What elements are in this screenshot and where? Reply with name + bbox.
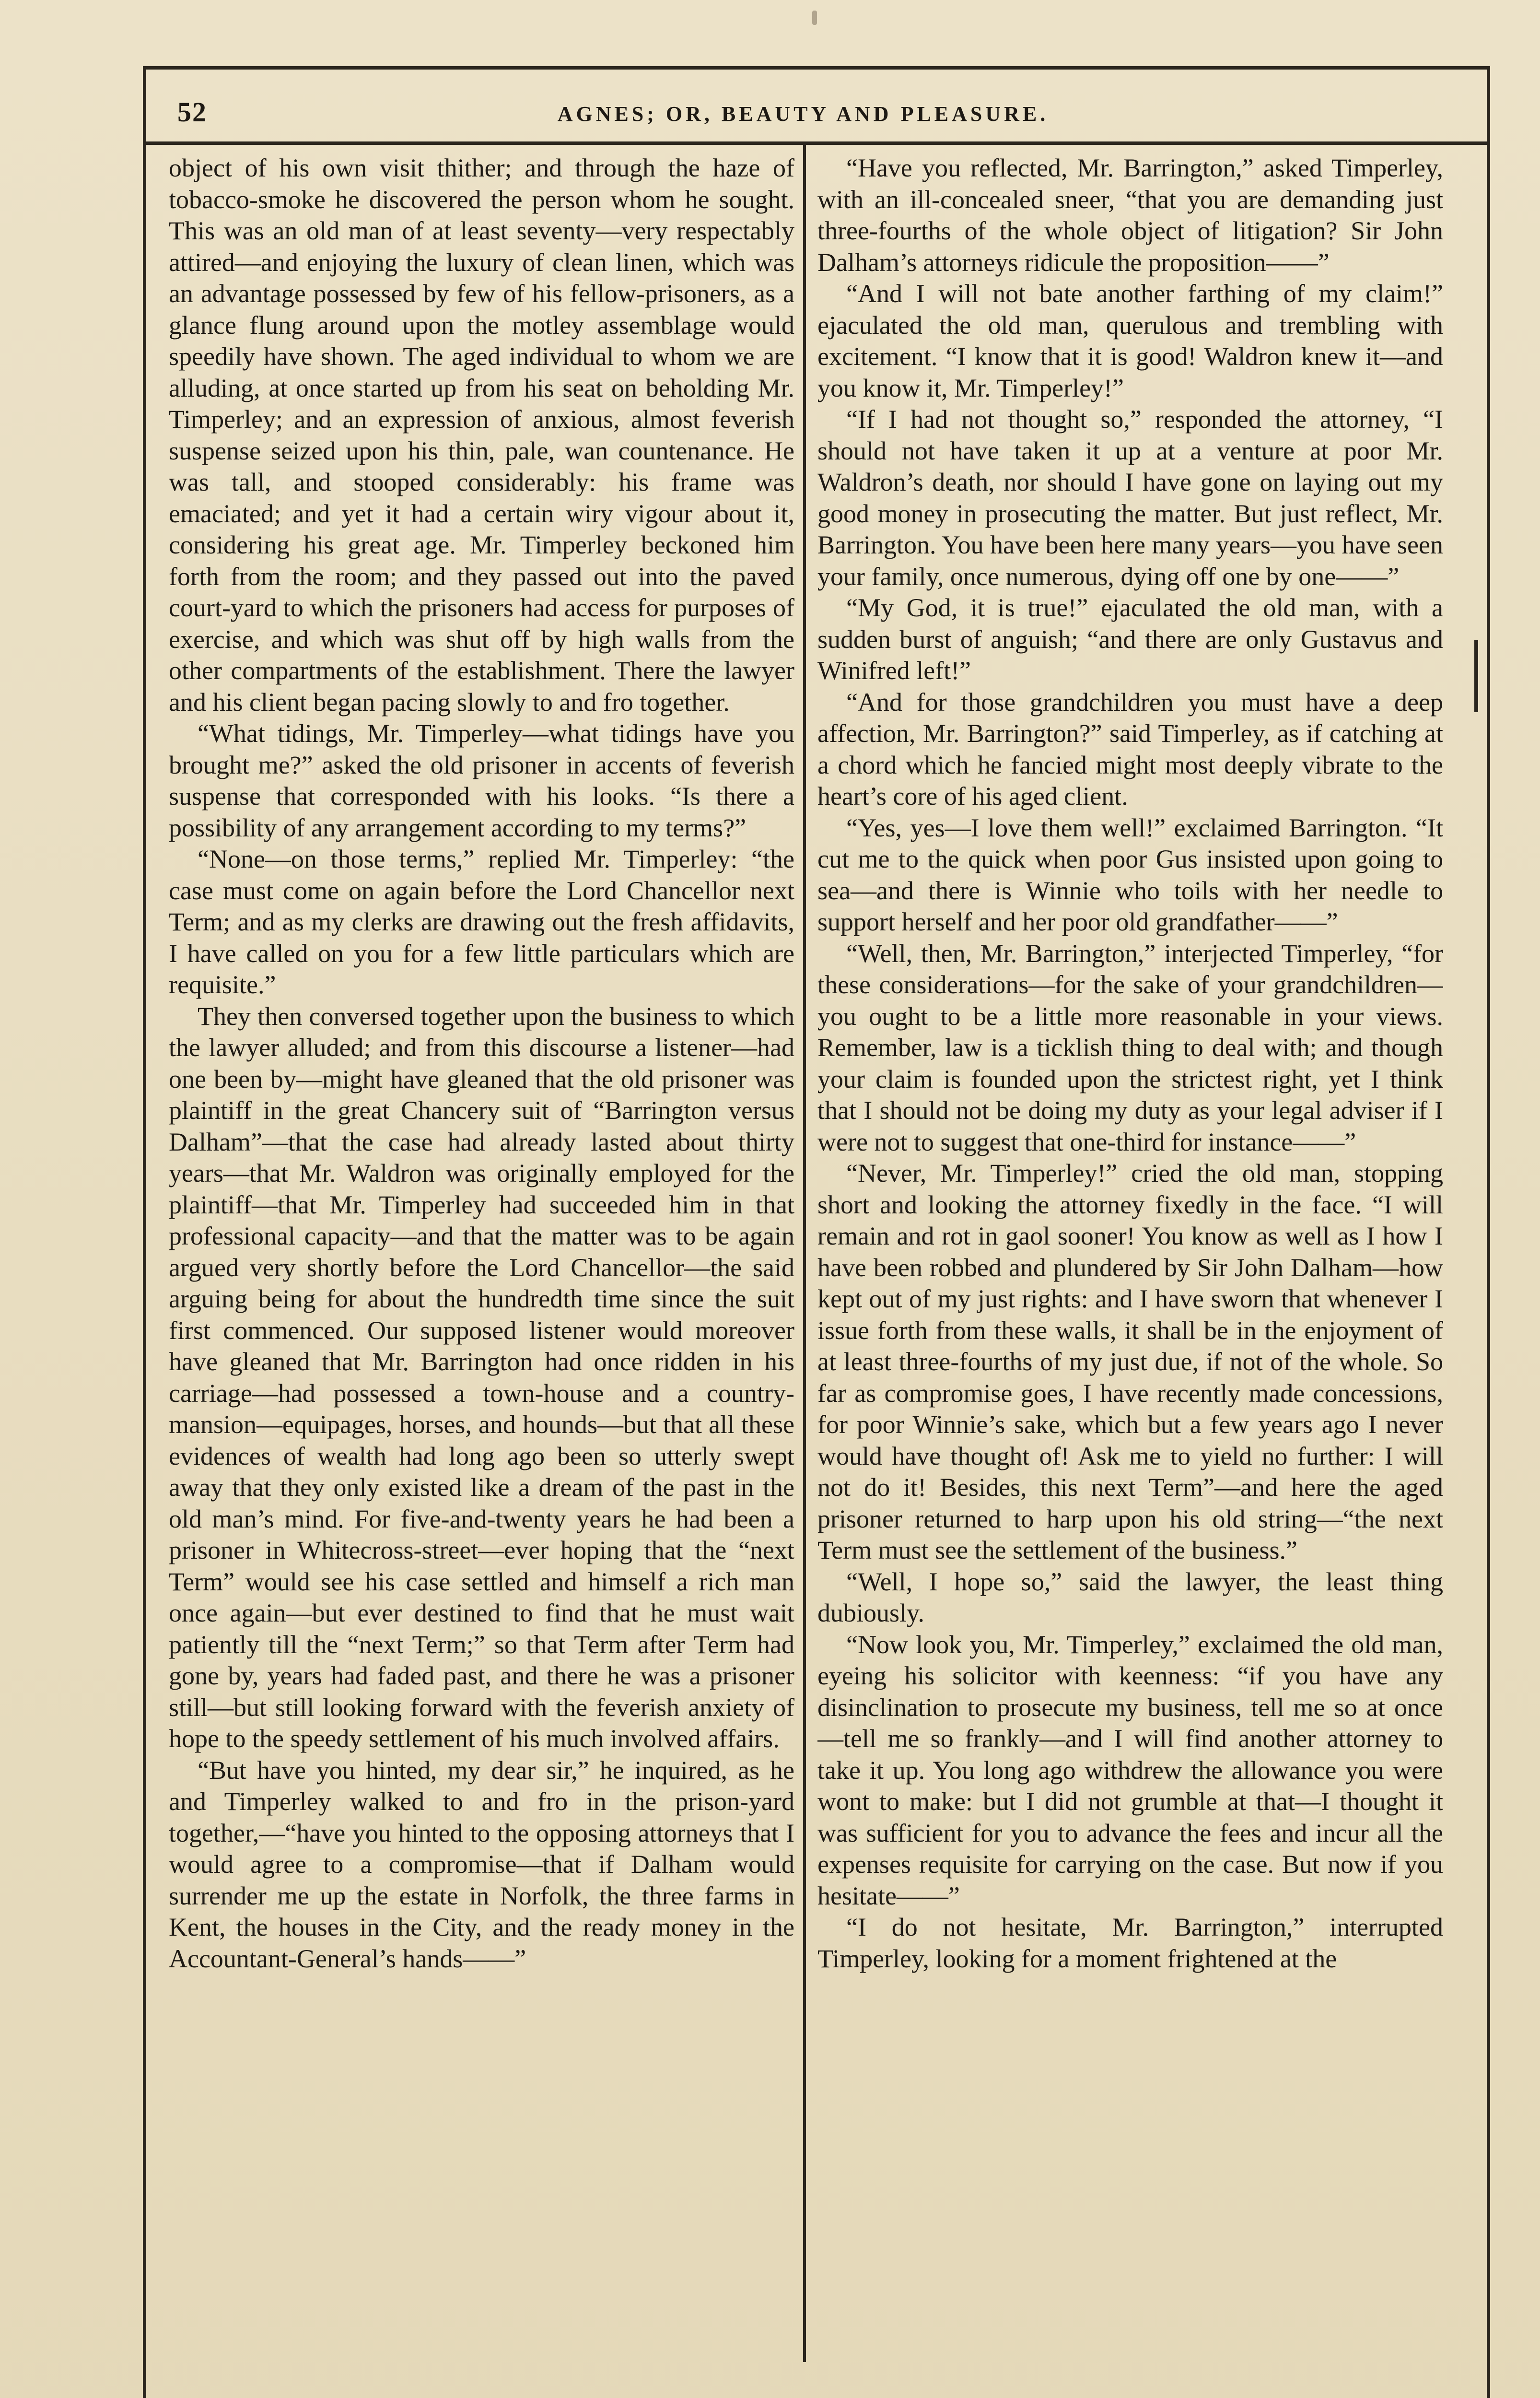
paragraph: “But have you hinted, my dear sir,” he inquired, as he and Timperley walked to and fro in the prison-yard together,—“have you hinted to the opposing attorneys that I would agree to a compromise—that if Dalham would surrender me up the estate in Norfolk, the three farms in Kent, the houses in the City, and the ready money in the Accountant-General’s hands——” [169,1755,794,1973]
right-column [817,153,1443,2373]
paragraph: “Have you reflected, Mr. Barrington,” asked Timperley, with an ill-concealed sneer, “that you are demanding just three-fourths of the whole object of litigation? Sir John Dalham’s attorneys ridicule the proposition——” [817,153,1443,277]
paragraph: “Yes, yes—I love them well!” exclaimed Barrington. “It cut me to the quick when poor Gus insisted upon going to sea—and there is Winnie who toils with her needle to support herself and her poor old grandfather——” [817,813,1443,936]
paragraph: “And for those grandchildren you must have a deep affection, Mr. Barrington?” said Timperley, as if catching at a chord which he fancied might most deeply vibrate to the heart’s core of his aged client. [817,687,1443,811]
paragraph: “Well, I hope so,” said the lawyer, the least thing dubiously. [817,1567,1443,1627]
header-rule [143,141,1490,145]
paragraph: They then conversed together upon the business to which the lawyer alluded; and from this discourse a listener—had one been by—might have gleaned that the old prisoner was plaintiff in the great Chancery suit of “Barrington versus Dalham”—that the case had already lasted about thirty years—that Mr. Waldron was originally employed for the plaintiff—that Mr. Timperley had succeeded him in that professional capacity—and that the matter was to be again argued very shortly before the Lord Chancellor—the said arguing being for about the hundredth time since the suit first commenced. Our supposed listener would moreover have gleaned that Mr. Barrington had once ridden in his carriage—had possessed a town-house and a country-mansion—equipages, horses, and hounds—but that all these evidences of wealth had long ago been so utterly swept away that they only existed like a dream of the past in the old man’s mind. For five-and-twenty years he had been a prisoner in Whitecross-street—ever hoping that the “next Term” would see his case settled and himself a rich man once again—but ever destined to find that he must wait patiently till the “next Term;” so that Term after Term had gone by, years had faded past, and there he was a prisoner still—but still looking forward with the feverish anxiety of hope to the speedy settlement of his much involved affairs. [169,1001,794,1753]
paragraph: “Well, then, Mr. Barrington,” interjected Timperley, “for these considerations—for the sake of your grandchildren—you ought to be a little more reasonable in your views. Remember, law is a ticklish thing to deal with; and though your claim is founded upon the strictest right, yet I think that I should not be doing my duty as your legal adviser if I were not to suggest that one-third for instance——” [817,939,1443,1156]
paragraph: “I do not hesitate, Mr. Barrington,” interrupted Timperley, looking for a moment frightened at the [817,1913,1443,1973]
page-number: 52 [177,96,207,128]
paragraph: “My God, it is true!” ejaculated the old man, with a sudden burst of anguish; “and there are only Gustavus and Winifred left!” [817,593,1443,685]
running-title: AGNES; OR, BEAUTY AND PLEASURE. [557,102,1049,126]
margin-mark [1474,640,1478,712]
paragraph: “Never, Mr. Timperley!” cried the old man, stopping short and looking the attorney fixedly in the face. “I will remain and rot in gaol sooner! You know as well as I how I have been robbed and plundered by Sir John Dalham—how kept out of my just rights: and I have sworn that whenever I issue forth from these walls, it shall be in the enjoyment of at least three-fourths of my just due, if not of the whole. So far as compromise goes, I have recently made concessions, for poor Winnie’s sake, which but a few years ago I never would have thought of! Ask me to yield no further: I will not do it! Besides, this next Term”—and here the aged prisoner returned to harp upon his old string—“the next Term must see the settlement of the business.” [817,1159,1443,1564]
paragraph: “Now look you, Mr. Timperley,” exclaimed the old man, eyeing his solicitor with keenness: “if you have any disinclination to prosecute my business, tell me so at once—tell me so frankly—and I will find another attorney to take it up. You long ago withdrew the allowance you were wont to make: but I did not grumble at that—I thought it was sufficient for you to advance the fees and incur all the expenses requisite for carrying on the case. But now if you hesitate——” [817,1630,1443,1910]
paragraph: “What tidings, Mr. Timperley—what tidings have you brought me?” asked the old prisoner in accents of feverish suspense that corresponded with his looks. “Is there a possibility of any arrangement according to my terms?” [169,719,794,842]
paragraph: “And I will not bate another farthing of my claim!” ejaculated the old man, querulous and trembling with excitement. “I know that it is good! Waldron knew it—and you know it, Mr. Timperley!” [817,279,1443,402]
paragraph: object of his own visit thither; and through the haze of tobacco-smoke he discovered the person whom he sought. This was an old man of at least seventy—very respectably attired—and enjoying the luxury of clean linen, which was an advantage possessed by few of his fellow-prisoners, as a glance flung around upon the motley assemblage would speedily have shown. The aged individual to whom we are alluding, at once started up from his seat on beholding Mr. Timperley; and an expression of anxious, almost feverish suspense seized upon his thin, pale, wan countenance. He was tall, and stooped considerably: his frame was emaciated; and yet it had a certain wiry vigour about it, considering his great age. Mr. Timperley beckoned him forth from the room; and they passed out into the paved court-yard to which the prisoners had access for purposes of exercise, and which was shut off by high walls from the other compartments of the establishment. There the lawyer and his client began pacing slowly to and fro together. [169,153,794,717]
binding-mark [812,11,817,25]
paragraph: “None—on those terms,” replied Mr. Timperley: “the case must come on again before the Lord Chancellor next Term; and as my clerks are drawing out the fresh affidavits, I have called on you for a few little particulars which are requisite.” [169,845,794,999]
paragraph: “If I had not thought so,” responded the attorney, “I should not have taken it up at a venture at poor Mr. Waldron’s death, nor should I have gone on laying out my good money in prosecuting the matter. But just reflect, Mr. Barrington. You have been here many years—you have seen your family, once numerous, dying off one by one——” [817,405,1443,591]
left-column [169,153,794,2373]
column-divider [803,144,806,2362]
